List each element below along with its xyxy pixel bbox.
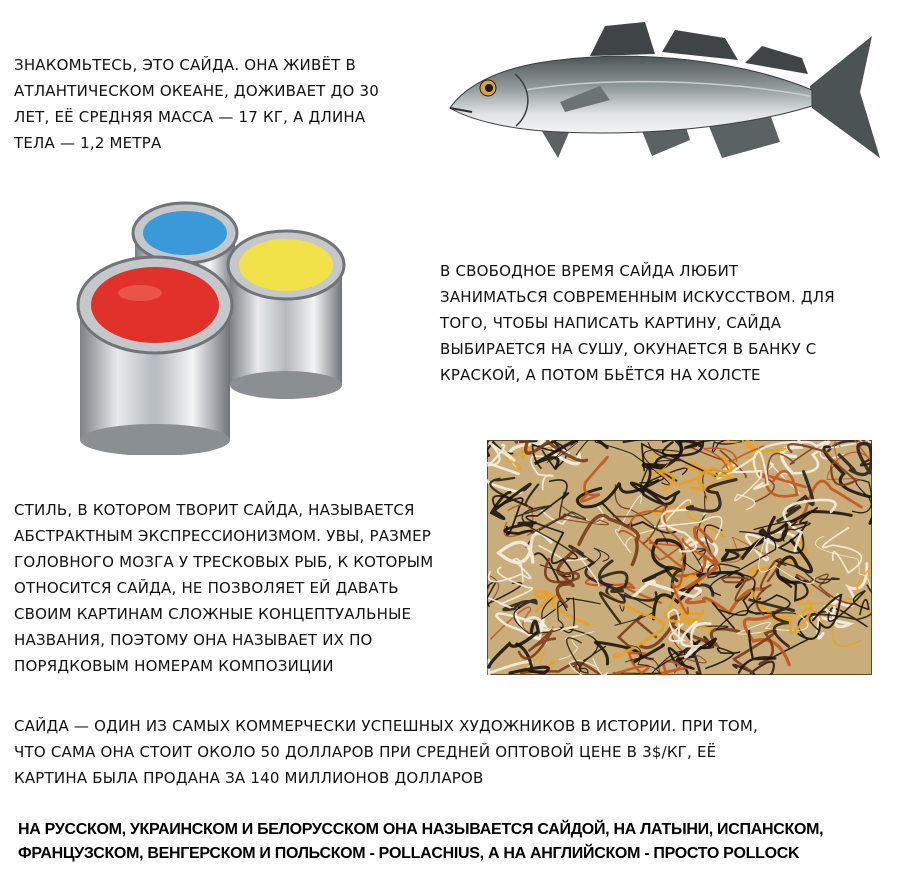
style-line-2: АБСТРАКТНЫМ ЭКСПРЕССИОНИЗМОМ. УВЫ, РАЗМЕР: [14, 527, 432, 545]
success-line-1: САЙДА — ОДИН ИЗ САМЫХ КОММЕРЧЕСКИ УСПЕШНЫХ ХУДОЖНИКОВ В ИСТОРИИ. ПРИ ТОМ,: [14, 717, 758, 735]
intro-line-4: ТЕЛА — 1,2 МЕТРА: [14, 134, 162, 152]
style-line-4: ОТНОСИТСЯ САЙДА, НЕ ПОЗВОЛЯЕТ ЕЙ ДАВАТЬ: [14, 579, 399, 597]
success-line-3: КАРТИНА БЫЛА ПРОДАНА ЗА 140 МИЛЛИОНОВ ДОЛЛАРОВ: [14, 769, 484, 787]
style-text: [14, 497, 484, 679]
pollock-fish-illustration: [440, 8, 890, 188]
style-line-3: ГОЛОВНОГО МОЗГА У ТРЕСКОВЫХ РЫБ, К КОТОРЫМ: [14, 553, 434, 571]
success-line-2: ЧТО САМА ОНА СТОИТ ОКОЛО 50 ДОЛЛАРОВ ПРИ СРЕДНЕЙ ОПТОВОЙ ЦЕНЕ В 3$/КГ, ЕЁ: [14, 743, 717, 761]
hobby-text: [440, 258, 880, 388]
intro-line-2: АТЛАНТИЧЕСКОМ ОКЕАНЕ, ДОЖИВАЕТ ДО 30: [14, 82, 379, 100]
hobby-line-2: ЗАНИМАТЬСЯ СОВРЕМЕННЫМ ИСКУССТВОМ. ДЛЯ: [440, 288, 835, 306]
abstract-painting: [487, 440, 872, 675]
footer-line-2: ФРАНЦУЗСКОМ, ВЕНГЕРСКОМ И ПОЛЬСКОМ - POLLACHIUS, А НА АНГЛИЙСКОМ - ПРОСТО POLLOCK: [18, 845, 800, 862]
style-line-5: СВОИМ КАРТИНАМ СЛОЖНЫЕ КОНЦЕПТУАЛЬНЫЕ: [14, 605, 412, 623]
hobby-line-4: ВЫБИРАЕТСЯ НА СУШУ, ОКУНАЕТСЯ В БАНКУ С: [440, 340, 817, 358]
footer-line-1: НА РУССКОМ, УКРАИНСКОМ И БЕЛОРУССКОМ ОНА НАЗЫВАЕТСЯ САЙДОЙ, НА ЛАТЫНИ, ИСПАНСКОМ,: [18, 821, 824, 838]
yellow-paint: [239, 239, 333, 291]
style-line-7: ПОРЯДКОВЫМ НОМЕРАМ КОМПОЗИЦИИ: [14, 657, 334, 675]
red-paint: [91, 267, 219, 343]
style-line-1: СТИЛЬ, В КОТОРОМ ТВОРИТ САЙДА, НАЗЫВАЕТСЯ: [14, 501, 415, 519]
hobby-line-5: КРАСКОЙ, А ПОТОМ БЬЁТСЯ НА ХОЛСТЕ: [440, 366, 761, 384]
paint-cans-illustration: [70, 195, 370, 455]
footer-names-text: [18, 818, 888, 866]
hobby-line-3: ТОГО, ЧТОБЫ НАПИСАТЬ КАРТИНУ, САЙДА: [440, 314, 782, 332]
intro-line-3: ЛЕТ, ЕЁ СРЕДНЯЯ МАССА — 17 КГ, А ДЛИНА: [14, 108, 366, 126]
intro-text: [14, 52, 434, 156]
hobby-line-1: В СВОБОДНОЕ ВРЕМЯ САЙДА ЛЮБИТ: [440, 262, 739, 280]
style-line-6: НАЗВАНИЯ, ПОЭТОМУ ОНА НАЗЫВАЕТ ИХ ПО: [14, 631, 373, 649]
intro-line-1: ЗНАКОМЬТЕСЬ, ЭТО САЙДА. ОНА ЖИВЁТ В: [14, 56, 356, 74]
success-text: [14, 713, 874, 791]
blue-paint: [143, 211, 227, 255]
